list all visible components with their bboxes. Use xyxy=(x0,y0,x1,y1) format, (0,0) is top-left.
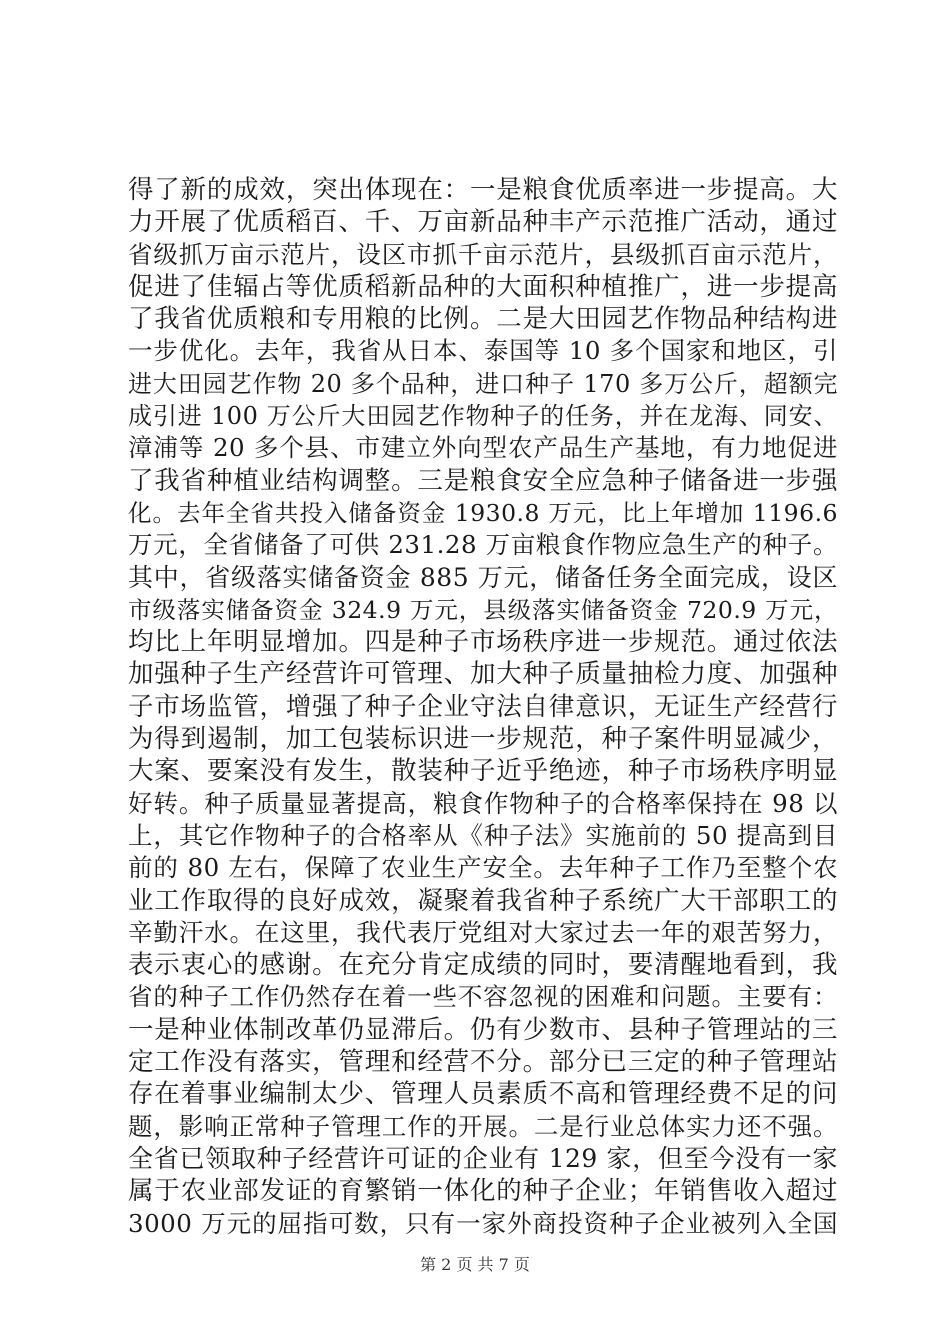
text-line: 题，影响正常种子管理工作的开展。二是行业总体实力还不强。 xyxy=(128,1111,838,1141)
text-line: 一是种业体制改革仍显滞后。仍有少数市、县种子管理站的三 xyxy=(128,1014,838,1045)
text-line: 了我省优质粮和专用粮的比例。二是大田园艺作物品种结构进 xyxy=(128,304,838,335)
text-line: 好转。种子质量显著提高，粮食作物种子的合格率保持在 98 以 xyxy=(128,788,838,818)
text-line: 成引进 100 万公斤大田园艺作物种子的任务，并在龙海、同安、 xyxy=(128,402,838,431)
text-line: 了我省种植业结构调整。三是粮食安全应急种子储备进一步强 xyxy=(128,465,838,496)
text-line: 加强种子生产经营许可管理、加大种子质量抽检力度、加强种 xyxy=(128,659,838,690)
text-line: 省级抓万亩示范片，设区市抓千亩示范片，县级抓百亩示范片， xyxy=(128,239,838,269)
text-line: 得了新的成效，突出体现在：一是粮食优质率进一步提高。大 xyxy=(128,175,838,205)
text-line: 存在着事业编制太少、管理人员素质不高和管理经费不足的问 xyxy=(128,1079,838,1110)
page-footer: 第 2 页 共 7 页 xyxy=(420,1255,530,1274)
text-line: 促进了佳辐占等优质稻新品种的大面积种植推广，进一步提高 xyxy=(128,271,838,302)
text-line: 子市场监管，增强了种子企业守法自律意识，无证生产经营行 xyxy=(128,691,838,722)
text-line: 属于农业部发证的育繁销一体化的种子企业；年销售收入超过 xyxy=(128,1176,838,1207)
text-line: 进大田园艺作物 20 多个品种，进口种子 170 多万公斤，超额完 xyxy=(128,369,838,398)
text-line: 一步优化。去年，我省从日本、泰国等 10 多个国家和地区，引 xyxy=(128,336,838,366)
text-line: 万元，全省储备了可供 231.28 万亩粮食作物应急生产的种子。 xyxy=(128,530,838,560)
text-line: 辛勤汗水。在这里，我代表厅党组对大家过去一年的艰苦努力， xyxy=(128,917,838,947)
text-line: 省的种子工作仍然存在着一些不容忽视的困难和问题。主要有： xyxy=(128,982,838,1012)
text-line: 表示衷心的感谢。在充分肯定成绩的同时，要清醒地看到，我 xyxy=(128,950,838,981)
text-line: 市级落实储备资金 324.9 万元，县级落实储备资金 720.9 万元， xyxy=(128,595,838,624)
text-line: 3000 万元的屈指可数，只有一家外商投资种子企业被列入全国 xyxy=(128,1208,838,1238)
body-text xyxy=(128,174,838,1240)
text-line: 上，其它作物种子的合格率从《种子法》实施前的 50 提高到目 xyxy=(128,820,838,850)
text-line: 漳浦等 20 多个县、市建立外向型农产品生产基地，有力地促进 xyxy=(128,433,838,463)
text-line: 业工作取得的良好成效，凝聚着我省种子系统广大干部职工的 xyxy=(128,885,838,916)
text-line: 前的 80 左右，保障了农业生产安全。去年种子工作乃至整个农 xyxy=(128,853,838,883)
text-line: 为得到遏制，加工包装标识进一步规范，种子案件明显减少， xyxy=(128,724,838,755)
text-line: 定工作没有落实，管理和经营不分。部分已三定的种子管理站 xyxy=(128,1047,838,1078)
text-line: 力开展了优质稻百、千、万亩新品种丰产示范推广活动，通过 xyxy=(128,207,838,238)
text-line: 其中，省级落实储备资金 885 万元，储备任务全面完成，设区 xyxy=(128,562,838,592)
text-line: 化。去年全省共投入储备资金 1930.8 万元，比上年增加 1196.6 xyxy=(128,498,838,527)
text-line: 大案、要案没有发生，散装种子近乎绝迹，种子市场秩序明显 xyxy=(128,756,838,787)
text-line: 均比上年明显增加。四是种子市场秩序进一步规范。通过依法 xyxy=(128,627,838,658)
text-line: 全省已领取种子经营许可证的企业有 129 家，但至今没有一家 xyxy=(128,1143,838,1173)
